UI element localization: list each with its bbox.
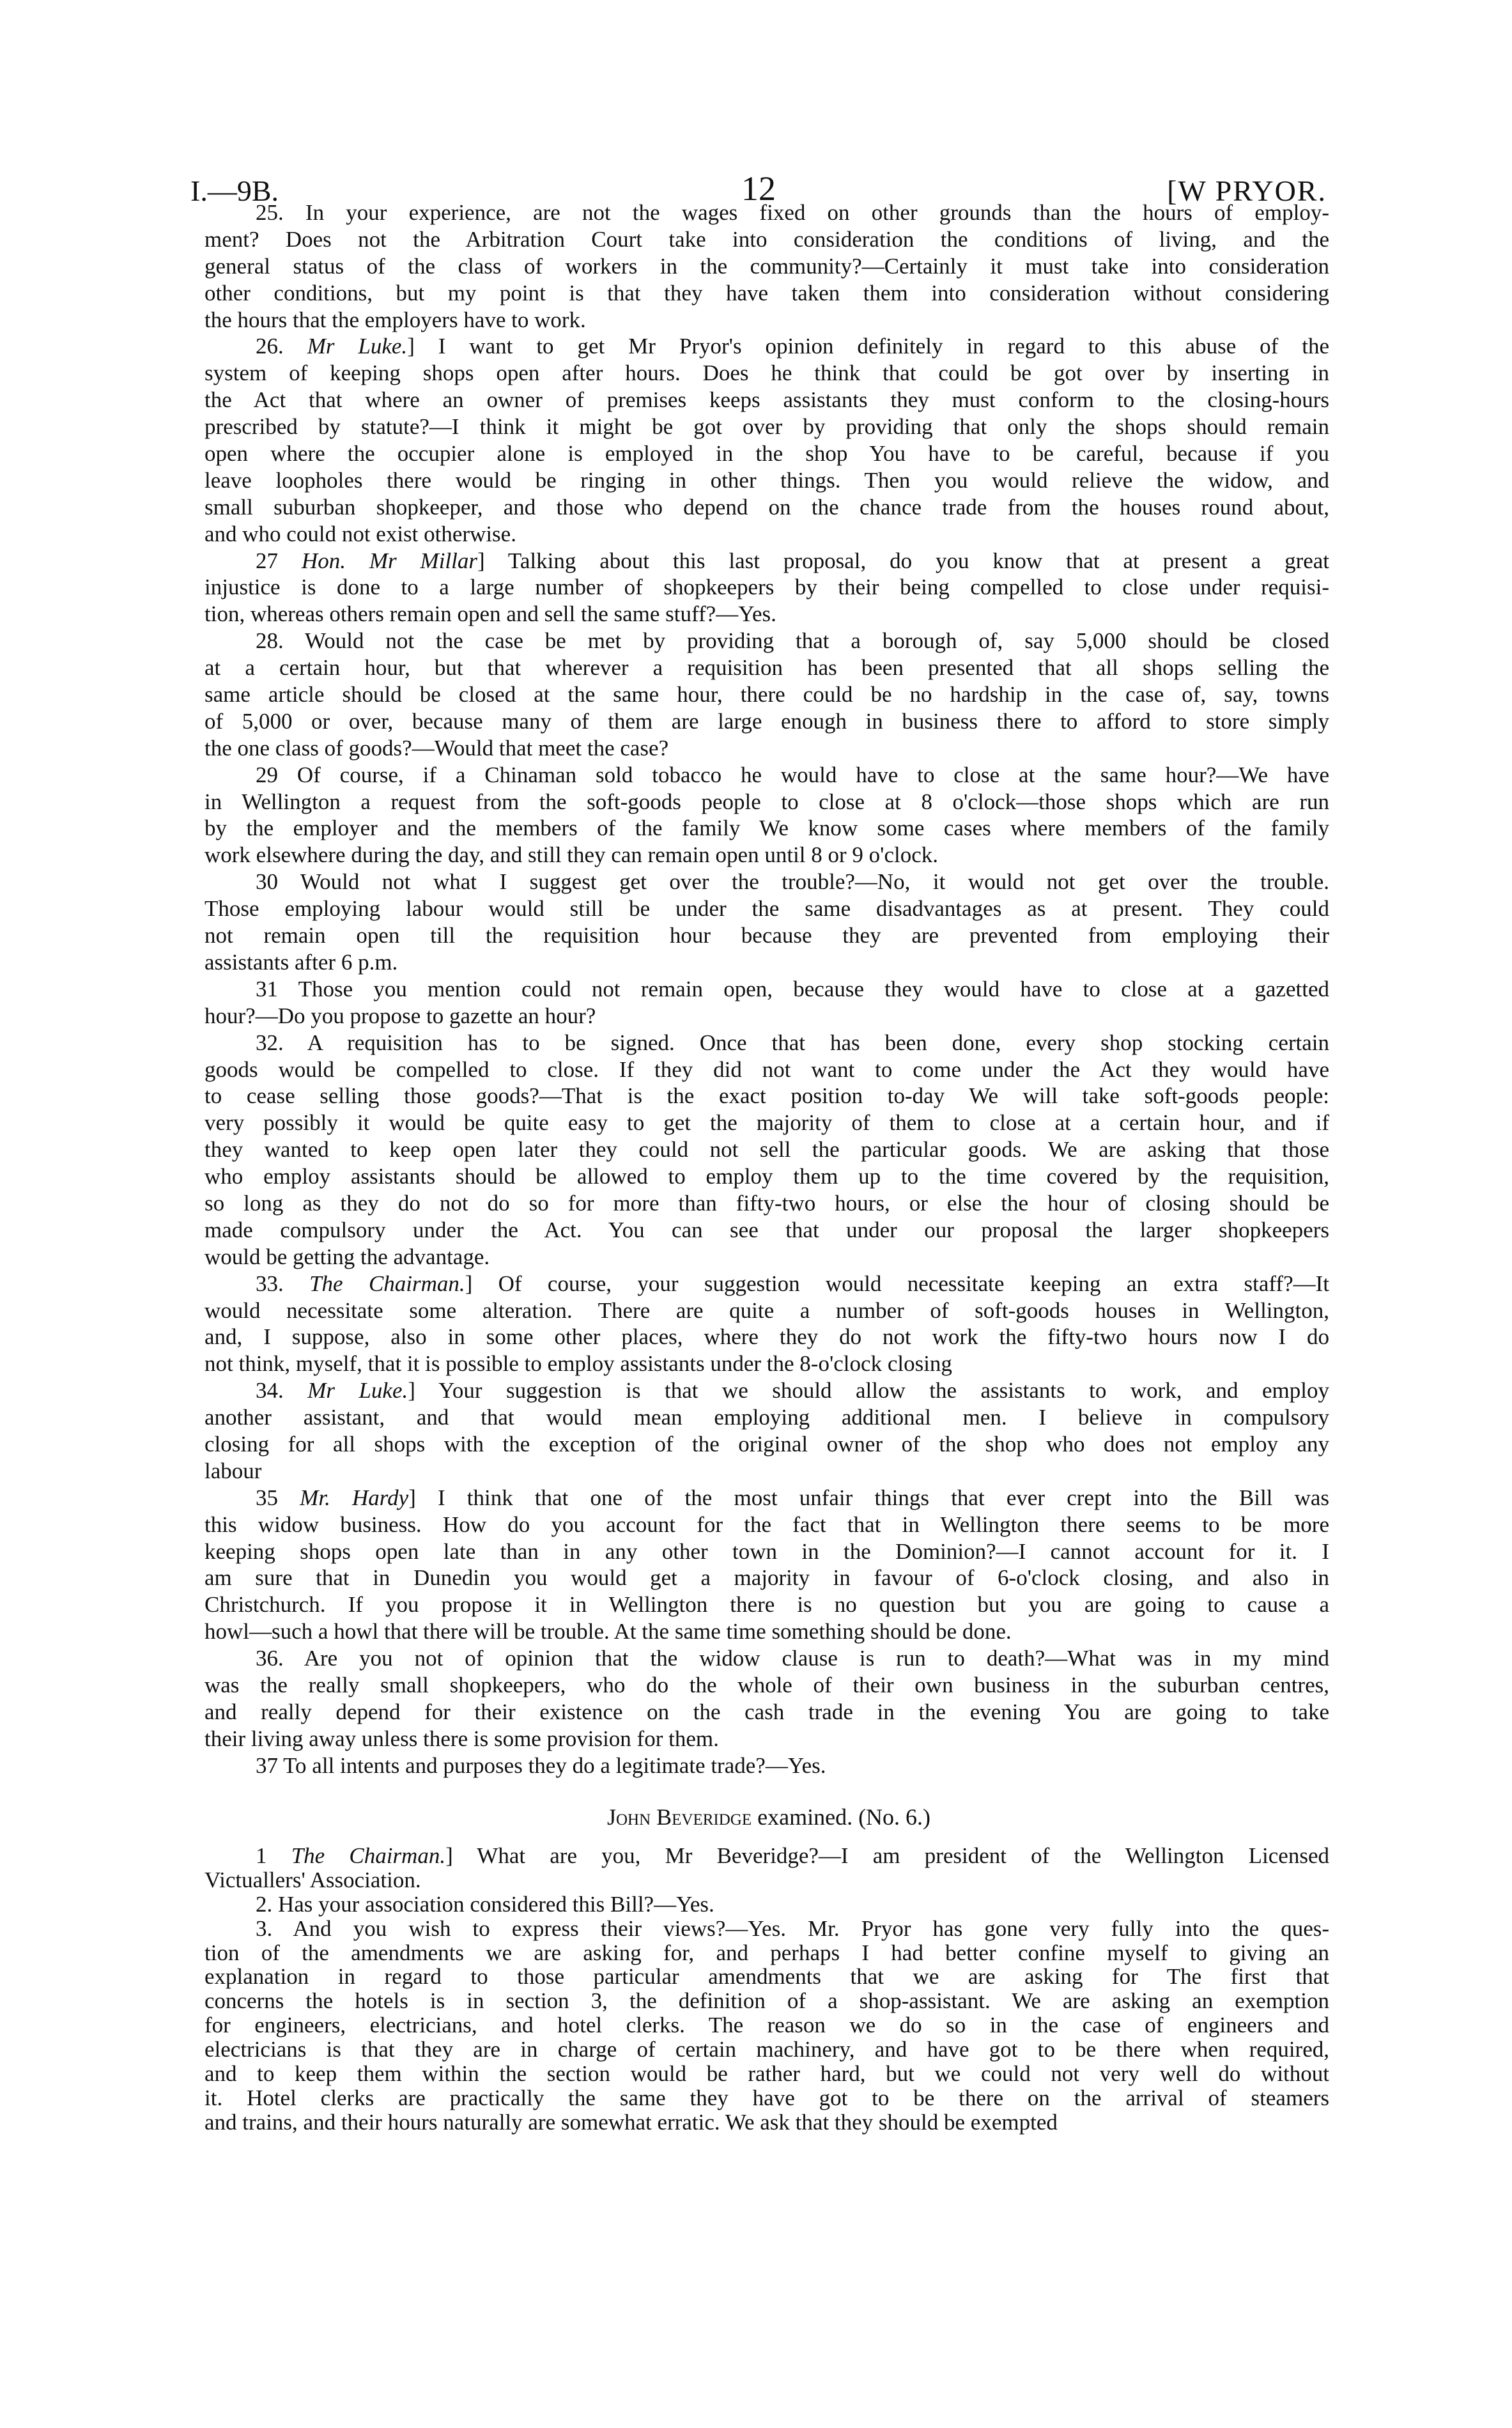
witness-name: John Beveridge: [606, 1804, 752, 1830]
text-line: [204, 1989, 1329, 2013]
witness-running-head: [W PRYOR.: [1167, 174, 1327, 207]
text-line: [204, 387, 1329, 414]
line-text: assistants after 6 p.m.: [204, 949, 398, 975]
text-line: [204, 1485, 1329, 1512]
line-text: goods would be compelled to close. If they did not want to come under the Act they would have: [204, 1056, 1329, 1082]
question-paragraph: [204, 1030, 1329, 1271]
line-text: it. Hotel clerks are practically the same they have got to be there on the arrival of steamers: [204, 2085, 1329, 2110]
question-number: 31: [256, 976, 278, 1001]
text-line: [204, 360, 1329, 387]
line-text: small suburban shopkeeper, and those who depend on the chance trade from the houses round about,: [204, 494, 1329, 520]
line-text: and who could not exist otherwise.: [204, 521, 516, 546]
line-text: was the really small shopkeepers, who do the whole of their own business in the suburban centres,: [204, 1672, 1329, 1697]
text-line: [204, 1110, 1329, 1136]
text-line: [204, 1645, 1329, 1672]
question-number: 29: [256, 762, 278, 787]
line-text: and really depend for their existence on the cash trade in the evening You are going to take: [204, 1699, 1329, 1724]
text-line: [204, 1056, 1329, 1083]
line-text: would necessitate some alteration. There are quite a number of soft-goods houses in Wellington,: [204, 1297, 1329, 1323]
question-paragraph: [204, 762, 1329, 869]
text-line: [204, 1404, 1329, 1431]
line-text: Those you mention could not remain open, because they would have to close at a gazetted: [298, 976, 1329, 1001]
text-line: [204, 789, 1329, 816]
line-text: and trains, and their hours naturally are somewhat erratic. We ask that they should be exempted: [204, 2109, 1058, 2135]
text-line: [204, 1163, 1329, 1190]
text-line: [204, 2062, 1329, 2086]
line-text: who employ assistants should be allowed to employ them up to the time covered by the requisition,: [204, 1164, 1329, 1189]
text-line: [204, 654, 1329, 681]
line-text: work elsewhere during the day, and still they can remain open until 8 or 9 o'clock.: [204, 842, 939, 868]
text-line: [204, 949, 1329, 976]
line-text: not remain open till the requisition hour because they are prevented from employing their: [204, 923, 1329, 948]
line-text: prescribed by statute?—I think it might be got over by providing that only the shops should remain: [204, 414, 1329, 440]
text-line: [204, 762, 1329, 789]
text-line: [204, 1350, 1329, 1377]
question-paragraph: [204, 1645, 1329, 1752]
text-line: [204, 815, 1329, 842]
question-paragraph: [204, 1752, 1329, 1779]
line-text: Has your association considered this Bill?—Yes.: [278, 1891, 714, 1917]
question-number: 28.: [256, 628, 284, 654]
line-text: and to keep them within the section would be rather hard, but we could not very well do without: [204, 2061, 1329, 2087]
speaker-name: Mr Luke.: [307, 1378, 408, 1403]
text-line: [204, 922, 1329, 949]
line-text: ] I want to get Mr Pryor's opinion definitely in regard to this abuse of the: [407, 334, 1330, 359]
text-line: [204, 895, 1329, 922]
text-line: [204, 1324, 1329, 1350]
text-line: [204, 2013, 1329, 2038]
line-text: in Wellington a request from the soft-goods people to close at 8 o'clock—those shops which are run: [204, 789, 1329, 814]
text-line: [204, 1377, 1329, 1404]
text-line: [204, 1217, 1329, 1244]
question-paragraph: [204, 1917, 1329, 2135]
text-line: [204, 1965, 1329, 1989]
text-line: [204, 1844, 1329, 1868]
text-line: [204, 976, 1329, 1003]
line-text: leave loopholes there would be ringing in other things. Then you would relieve the widow, and: [204, 467, 1329, 493]
question-paragraph: [204, 1844, 1329, 1892]
line-text: Are you not of opinion that the widow clause is run to death?—What was in my mind: [304, 1646, 1329, 1671]
text-line: [204, 869, 1329, 895]
text-line: [204, 1083, 1329, 1110]
text-line: [204, 1003, 1329, 1030]
question-number: 26.: [256, 334, 284, 359]
line-text: for engineers, electricians, and hotel clerks. The reason we do so in the case of engineers and: [204, 2013, 1329, 2038]
text-line: [204, 1726, 1329, 1752]
line-text: injustice is done to a large number of shopkeepers by their being compelled to close under requisi-: [204, 575, 1329, 600]
line-text: at a certain hour, but that wherever a requisition has been presented that all shops selling the: [204, 655, 1329, 681]
question-number: 3.: [256, 1915, 273, 1941]
line-text: ] Your suggestion is that we should allow the assistants to work, and employ: [408, 1378, 1329, 1403]
testimony-section-pryor: [204, 199, 1329, 1779]
line-text: hour?—Do you propose to gazette an hour?: [204, 1003, 596, 1028]
text-line: [204, 1297, 1329, 1324]
line-text: keeping shops open late than in any other town in the Dominion?—I cannot account for it. I: [204, 1538, 1329, 1564]
text-line: [204, 1512, 1329, 1538]
line-text: the one class of goods?—Would that meet the case?: [204, 735, 669, 761]
text-line: [204, 1591, 1329, 1618]
question-paragraph: [204, 869, 1329, 976]
text-line: [204, 735, 1329, 762]
text-line: [204, 253, 1329, 280]
line-text: concerns the hotels is in section 3, the definition of a shop-assistant. We are asking an exemption: [204, 1988, 1329, 2014]
text-line: [204, 1752, 1329, 1779]
line-text: And you wish to express their views?—Yes. Mr. Pryor has gone very fully into the ques-: [293, 1915, 1329, 1941]
question-paragraph: [204, 1271, 1329, 1378]
line-text: general status of the class of workers in the community?—Certainly it must take into consideration: [204, 253, 1329, 279]
text-line: [204, 1941, 1329, 1965]
text-line: [204, 681, 1329, 708]
line-text: not think, myself, that it is possible to employ assistants under the 8-o'clock closing: [204, 1351, 952, 1377]
text-line: [204, 1538, 1329, 1565]
line-text: labour: [204, 1458, 262, 1483]
text-line: [204, 574, 1329, 601]
text-line: [204, 1917, 1329, 1941]
text-line: [204, 2038, 1329, 2062]
question-number: 25.: [256, 200, 284, 225]
text-line: [204, 521, 1329, 548]
line-text: to cease selling those goods?—That is the exact position to-day We will take soft-goods people:: [204, 1083, 1329, 1109]
witness-heading-text: examined. (No. 6.): [752, 1804, 931, 1830]
text-line: [204, 2110, 1329, 2135]
question-paragraph: [204, 976, 1329, 1030]
text-line: [204, 1565, 1329, 1591]
testimony-section-beveridge: [204, 1844, 1329, 2135]
question-number: 35: [256, 1485, 278, 1510]
text-line: [204, 199, 1329, 226]
line-text: made compulsory under the Act. You can see that under our proposal the larger shopkeepers: [204, 1217, 1329, 1242]
line-text: ] Talking about this last proposal, do you know that at present a great: [477, 548, 1330, 573]
question-paragraph: [204, 1377, 1329, 1485]
question-paragraph: [204, 1485, 1329, 1645]
text-line: [204, 601, 1329, 628]
text-line: [204, 1136, 1329, 1163]
line-text: this widow business. How do you account for the fact that in Wellington there seems to be more: [204, 1512, 1329, 1537]
text-line: [204, 333, 1329, 360]
question-number: 2.: [256, 1891, 273, 1917]
line-text: In your experience, are not the wages fixed on other grounds than the hours of employ-: [305, 200, 1330, 225]
question-paragraph: [204, 548, 1329, 628]
speaker-name: The Chairman.: [309, 1271, 465, 1296]
text-line: [204, 1458, 1329, 1485]
speaker-name: The Chairman.: [291, 1843, 446, 1868]
text-line: [204, 1892, 1329, 1917]
text-line: [204, 1672, 1329, 1699]
text-line: [204, 842, 1329, 869]
line-text: would be getting the advantage.: [204, 1244, 490, 1269]
question-number: 36.: [256, 1646, 284, 1671]
line-text: and, I suppose, also in some other places, where they do not work the fifty-two hours now I do: [204, 1324, 1329, 1350]
line-text: the hours that the employers have to work.: [204, 307, 586, 332]
question-number: 34.: [256, 1378, 284, 1403]
line-text: open where the occupier alone is employed in the shop You have to be careful, because if you: [204, 441, 1329, 467]
line-text: A requisition has to be signed. Once that has been done, every shop stocking certain: [307, 1030, 1329, 1055]
text-line: [204, 1618, 1329, 1645]
line-text: same article should be closed at the same hour, there could be no hardship in the case of, say, towns: [204, 682, 1329, 708]
text-line: [204, 1030, 1329, 1056]
text-line: [204, 1271, 1329, 1297]
witness-heading: [0, 1804, 1512, 1830]
text-line: [204, 440, 1329, 467]
text-line: [204, 1431, 1329, 1458]
text-line: [204, 1190, 1329, 1217]
line-text: explanation in regard to those particular amendments that we are asking for The first that: [204, 1964, 1329, 1990]
line-text: Victuallers' Association.: [204, 1867, 421, 1892]
line-text: by the employer and the members of the family We know some cases where members of the family: [204, 816, 1329, 841]
line-text: another assistant, and that would mean employing additional men. I believe in compulsory: [204, 1405, 1329, 1430]
question-number: 30: [256, 869, 278, 895]
line-text: To all intents and purposes they do a legitimate trade?—Yes.: [283, 1752, 826, 1778]
line-text: other conditions, but my point is that they have taken them into consideration without considering: [204, 280, 1329, 305]
speaker-name: Mr. Hardy: [300, 1485, 409, 1510]
text-line: [204, 467, 1329, 494]
line-text: Christchurch. If you propose it in Wellington there is no question but you are going to cause a: [204, 1592, 1329, 1618]
line-text: ] I think that one of the most unfair things that ever crept into the Bill was: [408, 1485, 1330, 1510]
line-text: system of keeping shops open after hours. Does he think that could be got over by inserting in: [204, 360, 1329, 386]
line-text: electricians is that they are in charge of certain machinery, and have got to be there when required,: [204, 2037, 1329, 2062]
text-line: [204, 280, 1329, 307]
line-text: the Act that where an owner of premises keeps assistants they must conform to the closing-hours: [204, 387, 1329, 413]
text-line: [204, 414, 1329, 440]
document-reference: I.—9B.: [190, 174, 279, 207]
line-text: their living away unless there is some provision for them.: [204, 1726, 719, 1751]
line-text: Would not what I suggest get over the trouble?—No, it would not get over the trouble.: [300, 869, 1329, 895]
question-number: 33.: [256, 1271, 284, 1296]
line-text: closing for all shops with the exception of the original owner of the shop who does not employ any: [204, 1431, 1329, 1457]
text-line: [204, 2086, 1329, 2110]
line-text: so long as they do not do so for more than fifty-two hours, or else the hour of closing should be: [204, 1190, 1329, 1216]
question-paragraph: [204, 199, 1329, 333]
line-text: Those employing labour would still be under the same disadvantages as at present. They could: [204, 896, 1329, 922]
line-text: they wanted to keep open later they could not sell the particular goods. We are asking that those: [204, 1137, 1329, 1163]
question-number: 32.: [256, 1030, 284, 1055]
question-paragraph: [204, 628, 1329, 761]
text-line: [204, 708, 1329, 735]
line-text: howl—such a howl that there will be trouble. At the same time something should be done.: [204, 1619, 1012, 1644]
text-line: [204, 1868, 1329, 1892]
question-paragraph: [204, 1892, 1329, 1917]
text-line: [204, 494, 1329, 521]
text-line: [204, 1244, 1329, 1271]
question-number: 1: [256, 1843, 267, 1868]
line-text: Would not the case be met by providing that a borough of, say 5,000 should be closed: [305, 628, 1330, 654]
line-text: ment? Does not the Arbitration Court take into consideration the conditions of living, and the: [204, 226, 1329, 252]
question-number: 37: [256, 1752, 278, 1778]
line-text: tion, whereas others remain open and sell the same stuff?—Yes.: [204, 601, 776, 627]
text-line: [204, 307, 1329, 334]
speaker-name: Mr Luke.: [307, 334, 408, 359]
line-text: of 5,000 or over, because many of them are large enough in business there to afford to store simply: [204, 708, 1329, 734]
line-text: very possibly it would be quite easy to get the majority of them to close at a certain hour, and if: [204, 1110, 1329, 1136]
line-text: Of course, if a Chinaman sold tobacco he would have to close at the same hour?—We have: [297, 762, 1329, 787]
text-line: [204, 1699, 1329, 1726]
text-line: [204, 226, 1329, 253]
text-line: [204, 628, 1329, 654]
line-text: ] What are you, Mr Beveridge?—I am president of the Wellington Licensed: [445, 1843, 1330, 1868]
question-paragraph: [204, 333, 1329, 547]
line-text: tion of the amendments we are asking for, and perhaps I had better confine myself to giving an: [204, 1940, 1329, 1965]
question-number: 27: [256, 548, 278, 573]
line-text: ] Of course, your suggestion would necessitate keeping an extra staff?—It: [465, 1271, 1329, 1296]
line-text: am sure that in Dunedin you would get a majority in favour of 6-o'clock closing, and also in: [204, 1565, 1329, 1591]
page-number: 12: [741, 169, 776, 208]
speaker-name: Hon. Mr Millar: [301, 548, 477, 573]
text-line: [204, 548, 1329, 575]
